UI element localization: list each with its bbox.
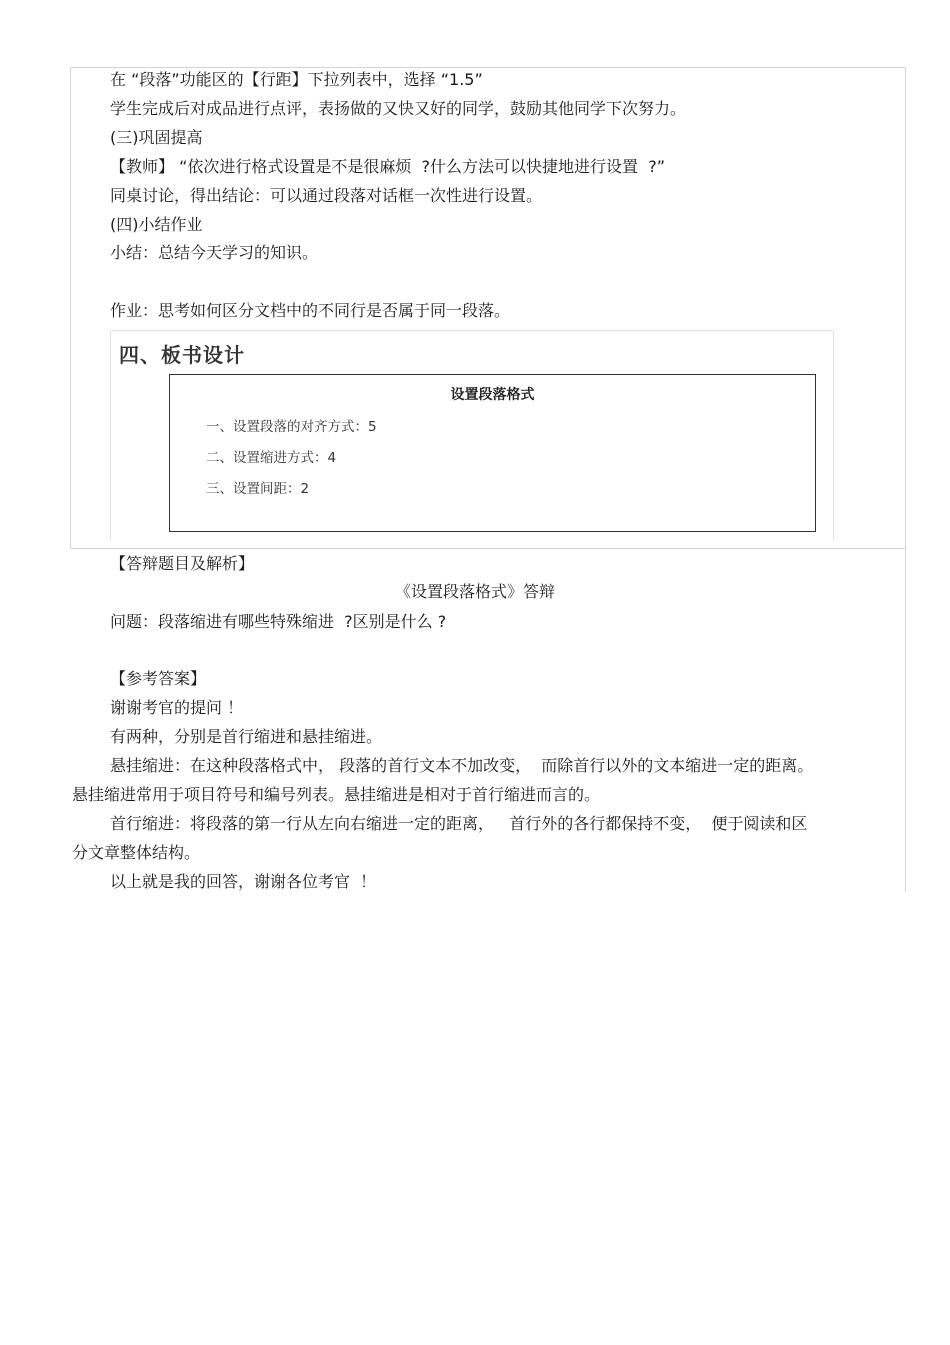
answer-line: 悬挂缩进：在这种段落格式中， 段落的首行文本不加改变， 而除首行以外的文本缩进一定的距离。 bbox=[110, 756, 814, 775]
defense-section-label: 【答辩题目及解析】 bbox=[110, 554, 255, 573]
answer-line: 以上就是我的回答，谢谢各位考官 ！ bbox=[110, 872, 377, 891]
board-item: 一、设置段落的对齐方式：5 bbox=[206, 419, 377, 435]
answer-line: 分文章整体结构。 bbox=[72, 843, 201, 862]
answer-line: 悬挂缩进常用于项目符号和编号列表。悬挂缩进是相对于首行缩进而言的。 bbox=[72, 785, 601, 804]
board-item: 二、设置缩进方式：4 bbox=[206, 450, 337, 466]
table-border-left bbox=[70, 67, 71, 548]
text-line: 【教师】 “依次进行格式设置是不是很麻烦 ?什么方法可以快捷地进行设置 ?” bbox=[110, 157, 665, 176]
board-design-heading: 四、板书设计 bbox=[119, 343, 245, 367]
board-design-figure bbox=[110, 330, 834, 541]
table-row-divider bbox=[70, 548, 906, 549]
section-heading: (四)小结作业 bbox=[110, 215, 203, 234]
table-border-right bbox=[905, 67, 906, 892]
answer-line: 谢谢考官的提问 ！ bbox=[110, 698, 244, 717]
defense-title: 《设置段落格式》答辩 bbox=[394, 582, 555, 601]
board-title: 设置段落格式 bbox=[450, 387, 535, 403]
text-line: 小结：总结今天学习的知识。 bbox=[110, 243, 319, 262]
board-item: 三、设置间距：2 bbox=[206, 481, 310, 497]
text-line: 学生完成后对成品进行点评，表扬做的又快又好的同学，鼓励其他同学下次努力。 bbox=[110, 99, 687, 118]
text-line: 作业：思考如何区分文档中的不同行是否属于同一段落。 bbox=[110, 301, 511, 320]
defense-question: 问题：段落缩进有哪些特殊缩进 ?区别是什么 ? bbox=[110, 612, 447, 631]
blackboard-box bbox=[169, 374, 816, 532]
text-line: 同桌讨论，得出结论：可以通过段落对话框一次性进行设置。 bbox=[110, 186, 543, 205]
answer-label: 【参考答案】 bbox=[110, 669, 207, 688]
table-border-top bbox=[70, 67, 906, 68]
answer-line: 首行缩进：将段落的第一行从左向右缩进一定的距离， 首行外的各行都保持不变， 便于阅读和区 bbox=[110, 814, 808, 833]
answer-line: 有两种，分别是首行缩进和悬挂缩进。 bbox=[110, 727, 383, 746]
section-heading: (三)巩固提高 bbox=[110, 128, 203, 147]
text-line: 在 “段落”功能区的【行距】下拉列表中，选择 “1.5” bbox=[110, 70, 483, 89]
